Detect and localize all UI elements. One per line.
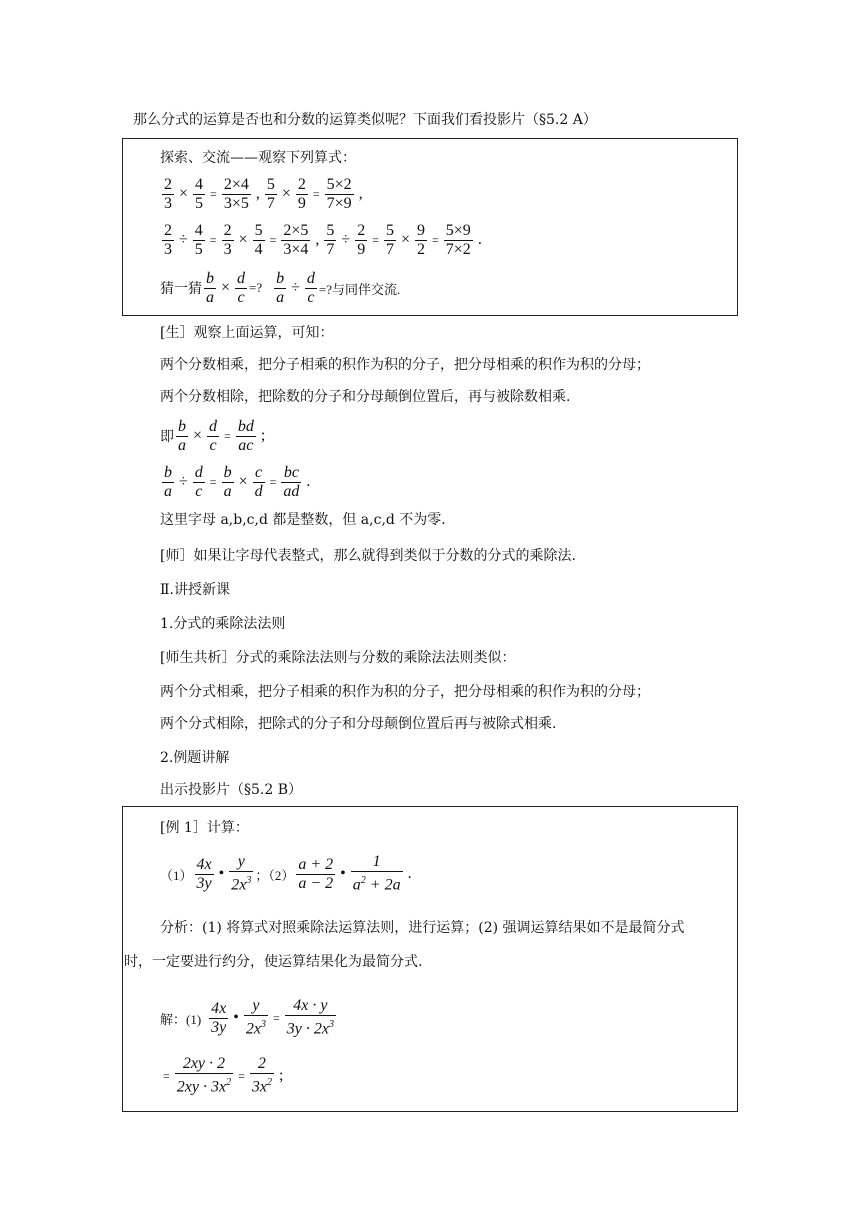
rule-number-multiply: 两个分数相乘，把分子相乘的积作为积的分子，把分母相乘的积作为积的分母； (160, 357, 650, 373)
rule-number-divide: 两个分数相除，把除数的分子和分母颠倒位置后，再与被除数相乘. (160, 389, 571, 405)
intro-paragraph: 那么分式的运算是否也和分数的运算类似呢？下面我们看投影片（§5.2 A） (133, 112, 597, 128)
letters-note: 这里字母 a,b,c,d 都是整数，但 a,c,d 不为零. (160, 512, 446, 528)
subheading-examples: 2.例题讲解 (160, 750, 230, 766)
problem2-label: ；（2） (255, 867, 295, 883)
guess-label: 猜一猜 (160, 282, 202, 297)
example-title: [例 1］计算： (160, 820, 249, 836)
student-observe: [生］观察上面运算，可知： (160, 325, 334, 341)
problem1-label: （1） (160, 867, 193, 883)
formula-div-row: $\frac{2}{3}$ ÷ $\frac{4}{5}$ = $\frac{2}{3}$ × $\frac{5}{4}$ = $\frac{2\times 5}{3\times 4}$ , $\frac{5}{7}$ ÷ $\frac{2}{9}$ = $\frac{5}{7}$ × $\frac{9}{2}$ = $\frac{5\times 9}{7\times 2}$ . (164, 221, 482, 258)
rule-fraction-divide: 两个分式相除，把除式的分子和分母颠倒位置后再与被除式相乘. (160, 716, 557, 732)
subheading-rules: 1.分式的乘除法法则 (160, 616, 286, 632)
solution-step-1: 解：(1) $\frac{4x}{3y}$ • $\frac{y}{2x^3}$ = $\frac{4x \cdot y}{3y \cdot 2x^3}$ (160, 997, 334, 1038)
ji-label: 即 (160, 430, 174, 445)
general-div-formula: $\frac{b}{a}$ ÷ $\frac{d}{c}$ = $\frac{b}{a}$ × $\frac{c}{d}$ = $\frac{bc}{ad}$ . (164, 463, 311, 500)
formula-mul-row: $\frac{2}{3}$ × $\frac{4}{5}$ = $\frac{2\times 4}{3\times 5}$ , $\frac{5}{7}$ × $\frac{2}{9}$ = $\frac{5\times 2}{7\times 9}$ , (164, 175, 363, 212)
guess-row: 猜一猜 $\frac{b}{a}$ × $\frac{d}{c}$ =? $\frac{b}{a}$ ÷ $\frac{d}{c}$ =?与同伴交流. (160, 269, 401, 306)
solution-step-2: = $\frac{2xy \cdot 2}{2xy \cdot 3x^2}$ = $\frac{2}{3x^2}$ ; (163, 1055, 284, 1096)
example-problems: （1） $\frac{4x}{3y}$ • $\frac{y}{2x^3}$ ；（2） $\frac{a + 2}{a - 2}$ • $\frac{1}{a^2 + 2a}$ . (160, 853, 412, 894)
general-mul-formula: 即 $\frac{b}{a}$ × $\frac{d}{c}$ = $\frac{bd}{ac}$ ; (160, 417, 266, 454)
analysis-line-1: 分析：(1) 将算式对照乘除法运算法则，进行运算；(2) 强调运算结果如不是最简分式 (160, 920, 685, 936)
section-heading: Ⅱ.讲授新课 (160, 582, 230, 598)
rule-fraction-multiply: 两个分式相乘，把分子相乘的积作为积的分子，把分母相乘的积作为积的分母； (160, 684, 650, 700)
guess-q1: =? (249, 280, 263, 295)
teacher-remark: [师］如果让字母代表整式，那么就得到类似于分数的分式的乘除法. (160, 548, 576, 564)
analysis-line-2: 时，一定要进行约分，使运算结果化为最简分式. (124, 954, 423, 970)
slide-a-title: 探索、交流——观察下列算式： (160, 150, 356, 166)
solution-label: 解：(1) (160, 1011, 202, 1027)
show-slide-b: 出示投影片（§5.2 B） (160, 782, 303, 798)
guess-q2: =?与同伴交流. (318, 281, 401, 297)
joint-analysis: [师生共析］分式的乘除法法则与分数的乘除法法则类似： (160, 650, 516, 666)
